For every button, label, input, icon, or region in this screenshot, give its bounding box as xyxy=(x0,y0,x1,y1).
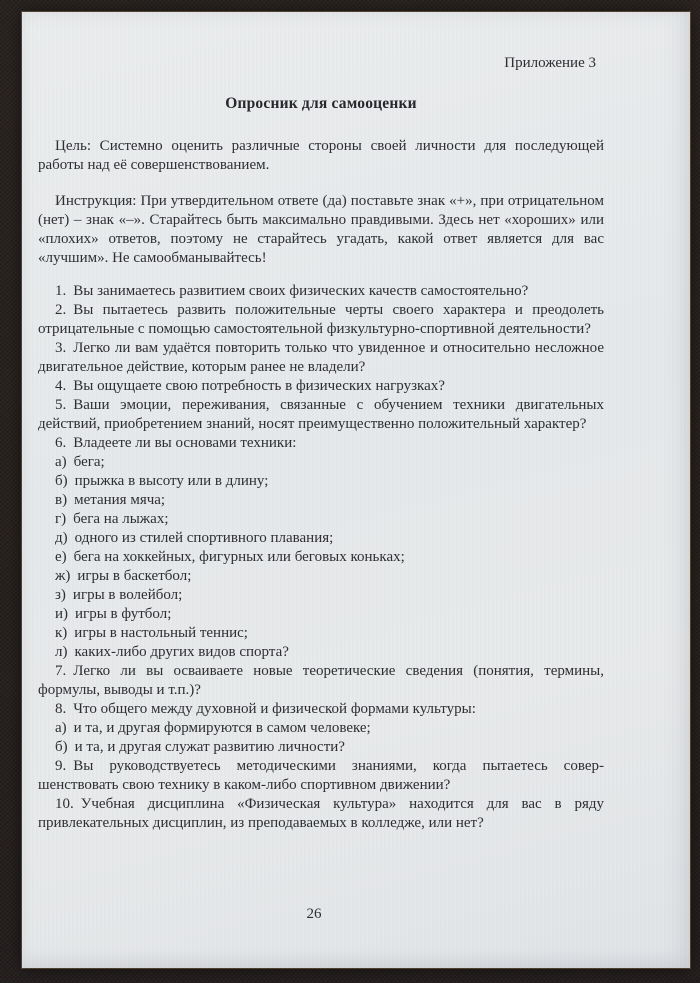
sub-item-text: метания мяча; xyxy=(74,492,166,508)
sub-item-letter: г) xyxy=(55,511,67,527)
appendix-label: Приложение 3 xyxy=(504,55,596,71)
sub-item xyxy=(38,738,604,757)
goal-paragraph: Цель: Системно оценить различные стороны своей личности для последующей работы над её совершенствованием. xyxy=(38,138,604,173)
sub-item-text: и та, и другая формируются в самом человеке; xyxy=(73,720,371,736)
question-number: 1. xyxy=(55,283,67,299)
question-item xyxy=(38,795,604,833)
sub-item-letter: л) xyxy=(55,644,68,660)
question-number: 8. xyxy=(55,701,67,717)
sub-item-text: одного из стилей спортивного плавания; xyxy=(74,530,334,546)
question-item xyxy=(38,301,604,339)
question-number: 9. xyxy=(55,758,67,774)
question-item xyxy=(38,282,604,301)
sub-item-letter: а) xyxy=(55,720,67,736)
question-text: Вы руководствуетесь методическими знаниями, когда пытаетесь совершенствовать свою технику в каком-либо спортивном движении? xyxy=(38,758,604,793)
sub-item-letter: к) xyxy=(55,625,68,641)
sub-item-letter: д) xyxy=(55,530,68,546)
sub-item-text: игры в футбол; xyxy=(75,606,172,622)
instruction-paragraph: Инструкция: При утвердительном ответе (да) поставьте знак «+», при отрицательном (нет) – знак «–». Старайтесь быть максимально правдивыми. Здесь нет «хороших» или «плохих» ответов, поэтому не старайтесь угадать, какой ответ является для вас «лучшим». Не самообманывайтесь! xyxy=(38,193,604,266)
sub-item-text: игры в баскетбол; xyxy=(77,568,192,584)
sub-item xyxy=(38,529,604,548)
question-text: Вы ощущаете свою потребность в физических нагрузках? xyxy=(73,378,445,394)
question-item xyxy=(38,757,604,795)
question-number: 5. xyxy=(55,397,67,413)
sub-item xyxy=(38,586,604,605)
question-list xyxy=(38,282,604,833)
sub-item-letter: е) xyxy=(55,549,67,565)
sub-item-text: бега; xyxy=(73,454,105,470)
sub-item xyxy=(38,472,604,491)
sub-item-text: игры в волейбол; xyxy=(72,587,183,603)
question-item xyxy=(38,434,604,453)
page-content xyxy=(38,12,604,968)
question-text: Легко ли вам удаётся повторить только что увиденное и относительно несложное двигательное действие, которым ранее не владели? xyxy=(38,340,604,375)
sub-item-text: игры в настольный теннис; xyxy=(74,625,248,641)
question-item xyxy=(38,700,604,719)
question-number: 3. xyxy=(55,340,67,356)
question-item xyxy=(38,339,604,377)
sub-item-letter: а) xyxy=(55,454,67,470)
sub-item xyxy=(38,624,604,643)
sub-item-letter: з) xyxy=(55,587,66,603)
page-title: Опросник для самооценки xyxy=(225,95,417,112)
sub-item-text: бега на хоккейных, фигурных или беговых коньках; xyxy=(73,549,405,565)
sub-item xyxy=(38,719,604,738)
sub-item-text: прыжка в высоту или в длину; xyxy=(74,473,269,489)
sub-item-text: и та, и другая служат развитию личности? xyxy=(74,739,345,755)
sub-item-letter: б) xyxy=(55,473,68,489)
question-item xyxy=(38,396,604,434)
question-text: Вы пытаетесь развить положительные черты своего характера и преодолеть отрицательные с помощью самостоятельной физкультурно-спортивной деятельности? xyxy=(38,302,604,337)
question-text: Владеете ли вы основами техники: xyxy=(73,435,297,451)
question-number: 7. xyxy=(55,663,67,679)
sub-item xyxy=(38,548,604,567)
sub-item xyxy=(38,453,604,472)
question-text: Что общего между духовной и физической формами культуры: xyxy=(73,701,476,717)
question-item xyxy=(38,662,604,700)
sub-item-letter: и) xyxy=(55,606,69,622)
question-text: Легко ли вы осваиваете новые теоретические сведения (понятия, термины, формулы, выводы и т.п.)? xyxy=(38,663,604,698)
sub-item-letter: ж) xyxy=(55,568,71,584)
sub-item-text: каких-либо других видов спорта? xyxy=(74,644,289,660)
document-page xyxy=(22,12,690,968)
question-text: Вы занимаетесь развитием своих физических качеств самостоятельно? xyxy=(73,283,529,299)
sub-item-letter: б) xyxy=(55,739,68,755)
sub-item-letter: в) xyxy=(55,492,68,508)
sub-item xyxy=(38,643,604,662)
sub-item xyxy=(38,567,604,586)
question-text: Учебная дисциплина «Физическая культура» находится для вас в ряду привлекательных дисциплин, из преподаваемых в колледже, или нет? xyxy=(38,796,604,831)
question-text: Ваши эмоции, переживания, связанные с обучением техники двигательных действий, приобретением знаний, носят преимущественно положительный характер? xyxy=(38,397,604,432)
sub-item xyxy=(38,605,604,624)
question-number: 10. xyxy=(55,796,74,812)
question-number: 4. xyxy=(55,378,67,394)
question-item xyxy=(38,377,604,396)
page-number: 26 xyxy=(306,906,322,922)
sub-item xyxy=(38,491,604,510)
question-number: 6. xyxy=(55,435,67,451)
question-number: 2. xyxy=(55,302,67,318)
sub-item-text: бега на лыжах; xyxy=(73,511,169,527)
sub-item xyxy=(38,510,604,529)
